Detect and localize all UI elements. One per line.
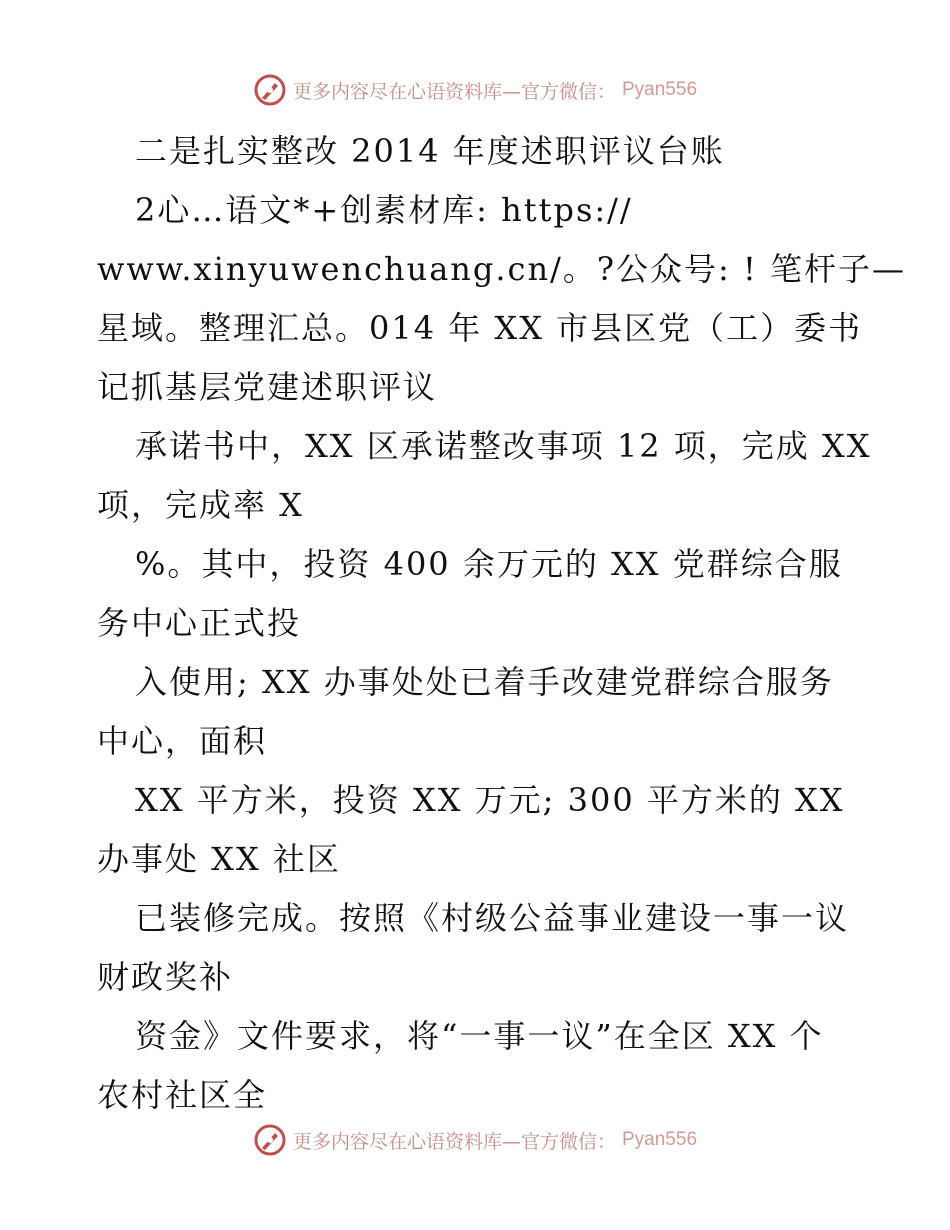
text-line: 项，完成率 X xyxy=(97,486,304,524)
text-line: 资金》文件要求，将“一事一议”在全区 XX 个 xyxy=(135,1017,824,1055)
footer-watermark xyxy=(0,1120,950,1160)
text-line: www.xinyuwenchuang.cn/。?公众号: ! 笔杆子— xyxy=(97,250,907,288)
text-line: 务中心正式投 xyxy=(97,604,302,642)
text-line: 星域。整理汇总。014 年 XX 市县区党（工）委书 xyxy=(97,309,863,347)
watermark-text: 更多内容尽在心语资料库—官方微信： xyxy=(292,1130,616,1153)
pen-logo-icon xyxy=(253,73,287,107)
text-line: 记抓基层党建述职评议 xyxy=(97,368,438,406)
watermark-text: 更多内容尽在心语资料库—官方微信： xyxy=(292,80,616,103)
text-line: 承诺书中，XX 区承诺整改事项 12 项，完成 XX xyxy=(135,427,872,465)
text-line: 办事处 XX 社区 xyxy=(97,840,341,878)
watermark-handle: Pyan556 xyxy=(622,79,698,100)
text-line: 入使用; XX 办事处处已着手改建党群综合服务 xyxy=(135,663,834,701)
text-line: 中心，面积 xyxy=(97,722,268,760)
text-line: XX 平方米，投资 XX 万元; 300 平方米的 XX xyxy=(135,781,845,819)
watermark-handle: Pyan556 xyxy=(622,1129,698,1150)
document-body xyxy=(97,122,907,1125)
text-line: %。其中，投资 400 余万元的 XX 党群综合服 xyxy=(135,545,843,583)
header-watermark xyxy=(0,70,950,110)
pen-logo-icon xyxy=(253,1123,287,1157)
text-line: 已装修完成。按照《村级公益事业建设一事一议 xyxy=(135,899,850,937)
text-line: 二是扎实整改 2014 年度述职评议台账 xyxy=(135,132,725,170)
text-line: 2心…语文*+创素材库: https:// xyxy=(135,191,633,229)
text-line: 农村社区全 xyxy=(97,1076,268,1114)
text-line: 财政奖补 xyxy=(97,958,234,996)
